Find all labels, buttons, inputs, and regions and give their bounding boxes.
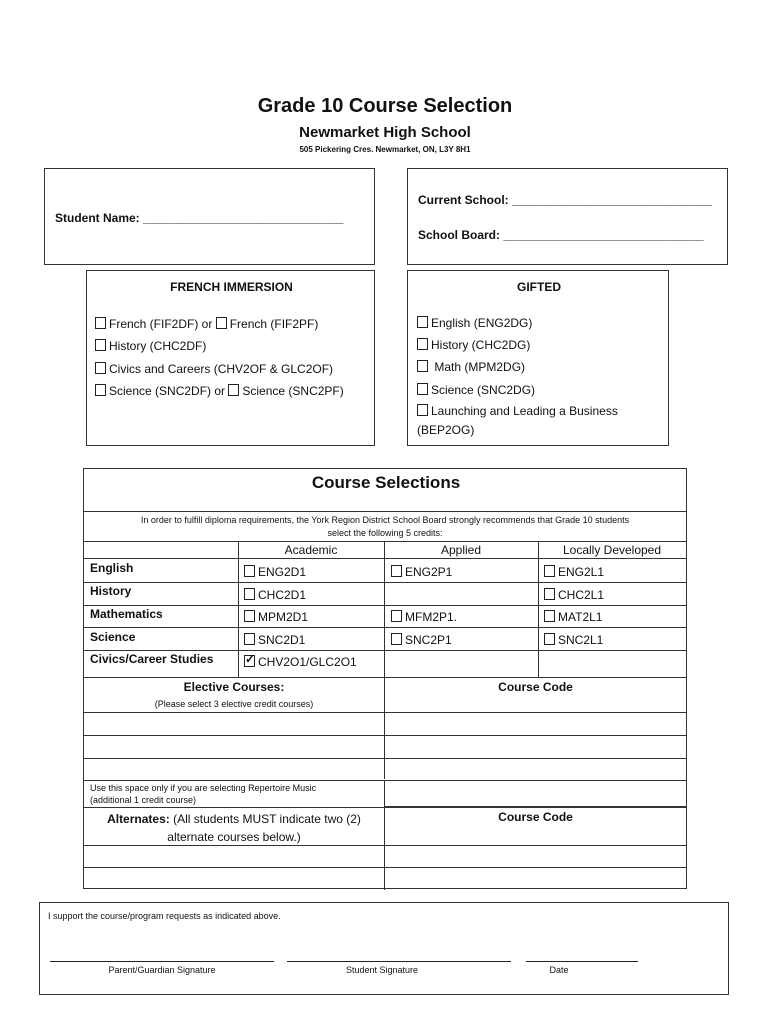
course-selections-table (83, 468, 687, 889)
french-immersion-title: FRENCH IMMERSION (170, 280, 293, 294)
checkbox-eng2dg[interactable] (417, 316, 428, 328)
row-english-subject: English (90, 561, 134, 575)
course-eng2l1: ENG2L1 (558, 565, 605, 579)
checkbox-fif2pf[interactable] (216, 317, 227, 329)
course-chc2d1: CHC2D1 (258, 588, 307, 602)
support-statement: I support the course/program requests as indicated above. (48, 911, 281, 921)
student-name-label: Student Name: (55, 211, 140, 225)
row-mathematics-subject: Mathematics (90, 607, 163, 621)
elective-row-1[interactable] (84, 713, 686, 734)
row-history-subject: History (90, 584, 132, 598)
checkbox-chv2of[interactable] (95, 362, 106, 374)
course-mat2l1: MAT2L1 (558, 610, 603, 624)
school-board-field[interactable]: ______________________________ (503, 228, 704, 242)
gifted-title: GIFTED (517, 280, 561, 294)
course-snc2d1: SNC2D1 (258, 633, 306, 647)
checkbox-snc2l1[interactable] (544, 633, 555, 645)
course-mpm2d1: MPM2D1 (258, 610, 309, 624)
checkbox-eng2p1[interactable] (391, 565, 402, 577)
checkbox-eng2l1[interactable] (544, 565, 555, 577)
alternate-row-1[interactable] (84, 846, 686, 867)
option-snc2pf: Science (SNC2PF) (242, 384, 344, 398)
course-chc2l1: CHC2L1 (558, 588, 605, 602)
current-school-field[interactable]: ______________________________ (512, 193, 713, 207)
option-fif2pf: French (FIF2PF) (229, 317, 319, 331)
alternate-row-2[interactable] (84, 868, 686, 888)
elective-row-3[interactable] (84, 759, 686, 779)
checkbox-chc2l1[interactable] (544, 588, 555, 600)
student-name-field[interactable]: ______________________________ (143, 211, 344, 225)
gifted-box (407, 270, 669, 446)
student-signature-line[interactable] (287, 961, 511, 962)
option-eng2dg: English (ENG2DG) (431, 316, 533, 330)
option-bep2og-code: (BEP2OG) (417, 423, 475, 437)
option-bep2og: Launching and Leading a Business (431, 404, 618, 418)
parent-signature-line[interactable] (50, 961, 274, 962)
date-line[interactable] (526, 961, 638, 962)
current-school-label: Current School: (418, 193, 509, 207)
checkbox-snc2df[interactable] (95, 384, 106, 396)
elective-courses-subtitle: (Please select 3 elective credit courses) (154, 699, 314, 709)
course-eng2d1: ENG2D1 (258, 565, 307, 579)
elective-row-2[interactable] (84, 736, 686, 757)
column-applied: Applied (440, 543, 482, 557)
diploma-note: In order to fulfill diploma requirements, the York Region District School Board strongly recommends that Grade 10 students select the following 5 credits: (140, 515, 630, 538)
checkbox-bep2og[interactable] (417, 404, 428, 416)
checkbox-snc2p1[interactable] (391, 633, 402, 645)
date-label: Date (549, 965, 569, 975)
alternates-header: Alternates: (All students MUST indicate two (2) alternate courses below.) (107, 812, 361, 844)
student-signature-label: Student Signature (345, 965, 419, 975)
course-mfm2p1: MFM2P1. (405, 610, 458, 624)
column-academic: Academic (284, 543, 338, 557)
row-civics-subject: Civics/Career Studies (90, 652, 214, 666)
music-note: Use this space only if you are selecting Repertoire Music (additional 1 credit course) (90, 783, 317, 805)
course-snc2p1: SNC2P1 (405, 633, 452, 647)
checkbox-chc2d1[interactable] (244, 588, 255, 600)
checkbox-eng2d1[interactable] (244, 565, 255, 577)
course-code-header: Course Code (498, 680, 573, 694)
school-info-box (407, 168, 728, 265)
column-locally-developed: Locally Developed (562, 543, 662, 557)
option-chv2of: Civics and Careers (CHV2OF & GLC2OF) (109, 362, 334, 376)
checkbox-mpm2dg[interactable] (417, 360, 428, 372)
option-snc2dg: Science (SNC2DG) (431, 383, 536, 397)
school-address: 505 Pickering Cres. Newmarket, ON, L3Y 8H1 (299, 145, 471, 154)
course-eng2p1: ENG2P1 (405, 565, 453, 579)
student-name-box (44, 168, 375, 265)
parent-signature-label: Parent/Guardian Signature (108, 965, 216, 975)
checkbox-mfm2p1[interactable] (391, 610, 402, 622)
row-science-subject: Science (90, 630, 136, 644)
course-chv2o1: CHV2O1/GLC2O1 (258, 655, 357, 669)
school-name: Newmarket High School (299, 124, 471, 141)
checkbox-fif2df[interactable] (95, 317, 106, 329)
checkbox-chv2o1-checked[interactable] (244, 655, 255, 667)
checkbox-mat2l1[interactable] (544, 610, 555, 622)
french-immersion-box (86, 270, 375, 446)
checkbox-chc2df[interactable] (95, 339, 106, 351)
page-title: Grade 10 Course Selection (257, 95, 513, 117)
course-snc2l1: SNC2L1 (558, 633, 604, 647)
elective-courses-title: Elective Courses: (183, 680, 285, 694)
option-chc2dg: History (CHC2DG) (431, 338, 531, 352)
checkbox-snc2pf[interactable] (228, 384, 239, 396)
checkbox-snc2dg[interactable] (417, 383, 428, 395)
option-snc2df: Science (SNC2DF) or (109, 384, 226, 398)
course-code-header-2: Course Code (498, 810, 573, 824)
option-fif2df: French (FIF2DF) or (109, 317, 213, 331)
signature-box (39, 902, 729, 995)
checkbox-snc2d1[interactable] (244, 633, 255, 645)
checkbox-chc2dg[interactable] (417, 338, 428, 350)
option-mpm2dg: Math (MPM2DG) (434, 360, 526, 374)
course-selections-title: Course Selections (311, 473, 461, 492)
option-chc2df: History (CHC2DF) (109, 339, 207, 353)
school-board-label: School Board: (418, 228, 501, 242)
checkbox-mpm2d1[interactable] (244, 610, 255, 622)
